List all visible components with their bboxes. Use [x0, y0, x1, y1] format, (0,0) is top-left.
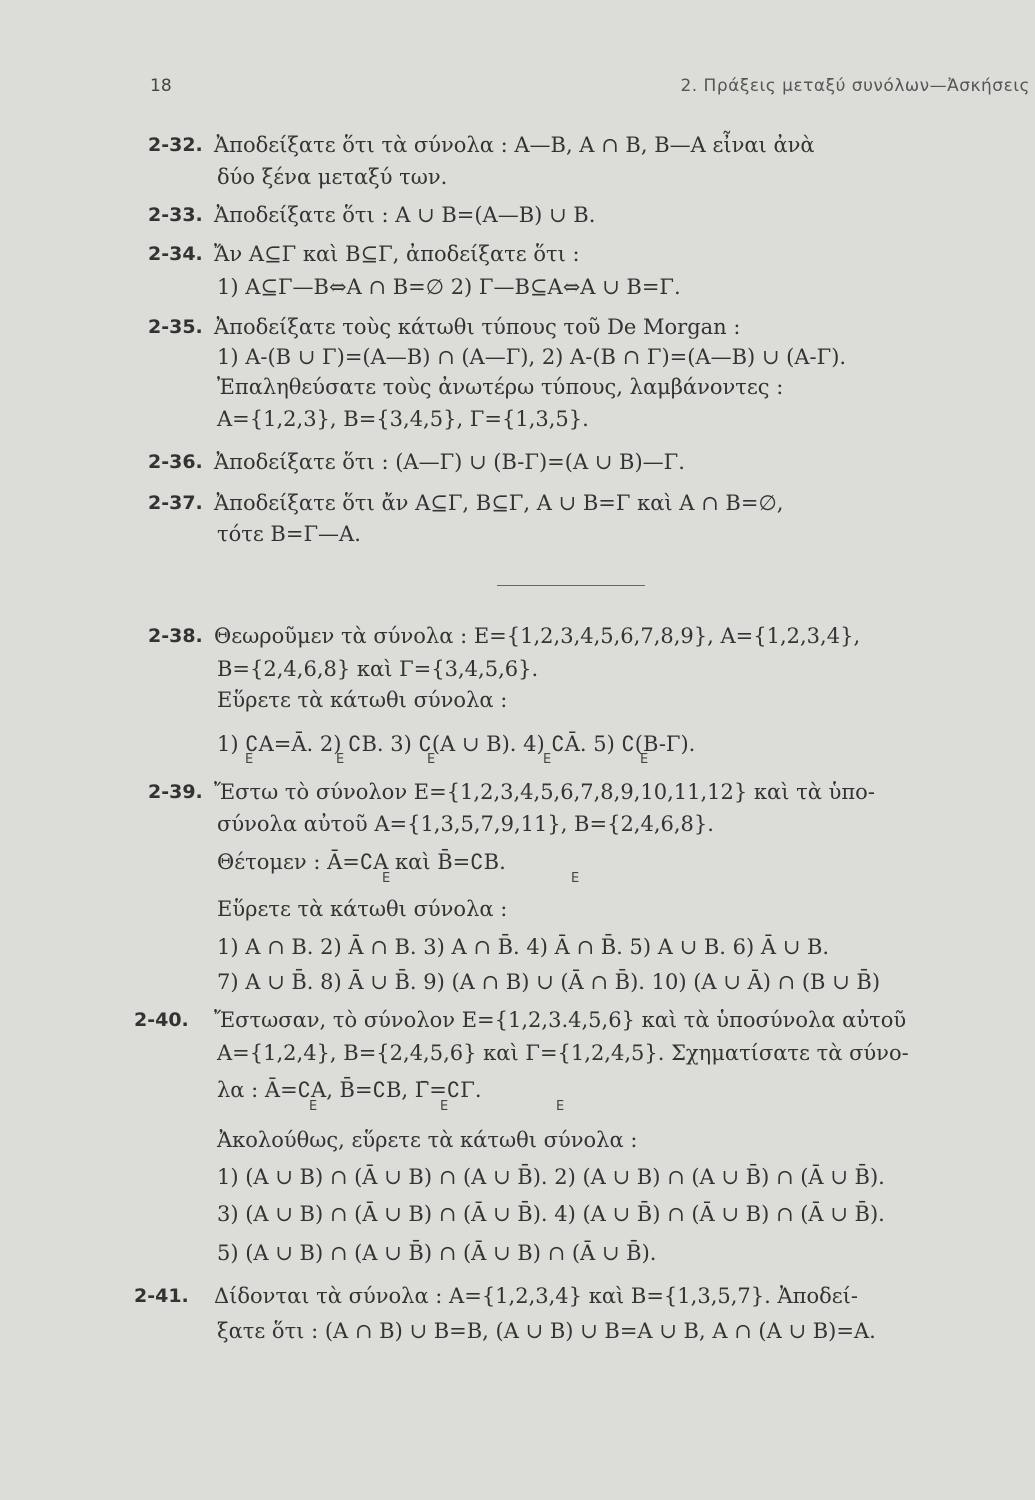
exercise-text-line: δύο ξένα μεταξύ των. — [217, 165, 448, 189]
exercise-number: 2-37. — [148, 492, 203, 514]
exercise-text-line: Ἔστω τὸ σύνολον E={1,2,3,4,5,6,7,8,9,10,11,12} καὶ τὰ ὑπο- — [214, 780, 875, 804]
exercise-number: 2-36. — [148, 451, 203, 473]
exercise-text-line: B={2,4,6,8} καὶ Γ={3,4,5,6}. — [217, 657, 539, 681]
exercise-number: 2-41. — [134, 1285, 189, 1307]
exercise-text-line: Δίδονται τὰ σύνολα : A={1,2,3,4} καὶ B={1,3,5,7}. Ἀποδεί- — [214, 1284, 858, 1308]
subscript-e: E — [245, 752, 254, 767]
exercise-text-line: Ἀποδείξατε ὅτι ἄν A⊆Γ, B⊆Γ, A ∪ B=Γ καὶ A ∩ B=∅, — [214, 491, 784, 515]
exercise-number: 2-34. — [148, 243, 203, 265]
exercise-text-line: Ἄν A⊆Γ καὶ B⊆Γ, ἀποδείξατε ὅτι : — [214, 242, 580, 266]
subscript-e: E — [543, 752, 552, 767]
exercise-text-line: 1) A ∩ B. 2) Ā ∩ B. 3) A ∩ B̄. 4) Ā ∩ B̄. 5) A ∪ B. 6) Ā ∪ B. — [217, 935, 830, 959]
exercise-number: 2-40. — [134, 1009, 189, 1031]
exercise-text-line: 3) (A ∪ B) ∩ (Ā ∪ B) ∩ (Ā ∪ B̄). 4) (A ∪ B̄) ∩ (Ā ∪ B) ∩ (Ā ∪ B̄). — [217, 1202, 885, 1226]
exercise-number: 2-33. — [148, 204, 203, 226]
subscript-e: E — [309, 1099, 318, 1114]
section-divider — [497, 585, 645, 586]
exercise-text-line: 5) (A ∪ B) ∩ (A ∪ B̄) ∩ (Ā ∪ B) ∩ (Ā ∪ B̄). — [217, 1241, 657, 1265]
exercise-number: 2-39. — [148, 781, 203, 803]
exercise-text-line: 1) A-(B ∪ Γ)=(A—B) ∩ (A—Γ), 2) A-(B ∩ Γ)=(A—B) ∪ (A-Γ). — [217, 345, 847, 369]
exercise-text-line: Ἀποδείξατε ὅτι : A ∪ B=(A—B) ∪ B. — [214, 203, 596, 227]
exercise-text-line: Ἀποδείξατε ὅτι : (A—Γ) ∪ (B-Γ)=(A ∪ B)—Γ. — [214, 450, 685, 474]
subscript-e: E — [382, 871, 391, 886]
subscript-e: E — [571, 871, 580, 886]
exercise-number: 2-38. — [148, 625, 203, 647]
exercise-text-line: τότε B=Γ—A. — [217, 522, 361, 546]
exercise-text-line: σύνολα αὐτοῦ A={1,3,5,7,9,11}, B={2,4,6,8}. — [217, 812, 714, 836]
exercise-text-line: Θέτομεν : Ā=∁A καὶ B̄=∁B. — [217, 850, 506, 874]
exercise-text-line: 1) (A ∪ B) ∩ (Ā ∪ B) ∩ (A ∪ B̄). 2) (A ∪ B) ∩ (A ∪ B̄) ∩ (Ā ∪ B̄). — [217, 1165, 885, 1189]
exercise-text-line: Εὕρετε τὰ κάτωθι σύνολα : — [217, 897, 508, 921]
exercise-text-line: Ἔστωσαν, τὸ σύνολον E={1,2,3.4,5,6} καὶ τὰ ὑποσύνολα αὐτοῦ — [214, 1008, 907, 1032]
exercise-text-line: Ἀκολούθως, εὕρετε τὰ κάτωθι σύνολα : — [217, 1128, 638, 1152]
subscript-e: E — [427, 752, 436, 767]
exercise-text-line: Ἀποδείξατε τοὺς κάτωθι τύπους τοῦ De Morgan : — [214, 315, 741, 339]
exercise-text-line: Θεωροῦμεν τὰ σύνολα : E={1,2,3,4,5,6,7,8,9}, A={1,2,3,4}, — [214, 624, 861, 648]
exercise-text-line: Εὕρετε τὰ κάτωθι σύνολα : — [217, 688, 508, 712]
exercise-text-line: 1) A⊆Γ—B⇔A ∩ B=∅ 2) Γ—B⊆A⇔A ∪ B=Γ. — [217, 275, 681, 299]
running-head: 2. Πράξεις μεταξύ συνόλων—Ἀσκήσεις — [680, 76, 1030, 96]
page-header — [150, 76, 1030, 106]
subscript-e: E — [336, 752, 345, 767]
exercise-text-line: λα : Ā=∁A, B̄=∁B, Γ̄=∁Γ. — [217, 1078, 482, 1102]
subscript-e: E — [640, 752, 649, 767]
exercise-text-line: A={1,2,3}, B={3,4,5}, Γ={1,3,5}. — [217, 407, 589, 431]
exercise-text-line: Ἀποδείξατε ὅτι τὰ σύνολα : A—B, A ∩ B, B—A εἶναι ἀνὰ — [214, 133, 815, 157]
exercise-text-line: A={1,2,4}, B={2,4,5,6} καὶ Γ={1,2,4,5}. Σχηματίσατε τὰ σύνο- — [217, 1041, 909, 1065]
subscript-e: E — [556, 1099, 565, 1114]
exercise-text-line: 7) A ∪ B̄. 8) Ā ∪ B̄. 9) (A ∩ B) ∪ (Ā ∩ B̄). 10) (A ∪ Ā) ∩ (B ∪ B̄) — [217, 970, 881, 994]
exercise-text-line: 1) ∁A=Ā. 2) ∁B. 3) ∁(A ∪ B). 4) ∁Ā. 5) ∁(B-Γ). — [217, 732, 696, 756]
exercise-number: 2-35. — [148, 316, 203, 338]
exercise-text-line: Ἐπαληθεύσατε τοὺς ἀνωτέρω τύπους, λαμβάνοντες : — [217, 375, 784, 399]
page-number: 18 — [150, 76, 172, 96]
subscript-e: E — [440, 1099, 449, 1114]
exercise-text-line: ξατε ὅτι : (A ∩ B) ∪ B=B, (A ∪ B) ∪ B=A ∪ B, A ∩ (A ∪ B)=A. — [217, 1319, 876, 1343]
exercise-number: 2-32. — [148, 134, 203, 156]
